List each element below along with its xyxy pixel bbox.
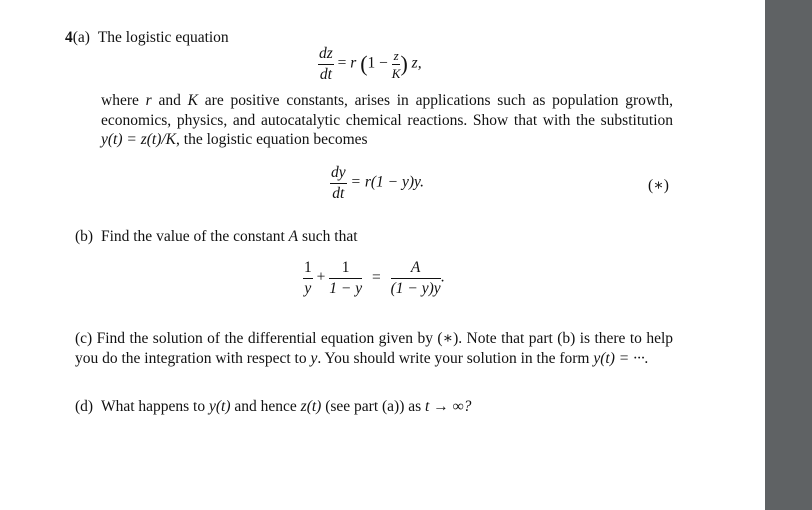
equation-tag: (∗) bbox=[648, 177, 669, 194]
part-b-label: (b) bbox=[75, 228, 94, 245]
viewer-side-panel bbox=[765, 0, 812, 510]
part-b-question: Find the value of the constant bbox=[100, 228, 285, 245]
one-over-y bbox=[303, 260, 313, 296]
const-a: A bbox=[288, 228, 299, 245]
part-d-limit: t → ∞? bbox=[425, 398, 472, 415]
part-d-text1: What happens to bbox=[100, 398, 206, 415]
k-denominator: K bbox=[391, 65, 401, 81]
part-c-label: (c) bbox=[75, 330, 93, 347]
dt2-denominator: dt bbox=[332, 184, 345, 202]
equals-sign-b: = bbox=[371, 268, 381, 286]
part-c-text1: Find the solution of the differential equation given by (∗). Note that part (b) is there to help you do the integration with respect to bbox=[75, 330, 674, 367]
eq2-rhs: = r(1 − y)y. bbox=[350, 173, 424, 191]
plus-sign: + bbox=[316, 268, 326, 286]
f2-num: 1 bbox=[329, 260, 362, 279]
part-c-paragraph bbox=[75, 329, 673, 368]
problem-number: 4 bbox=[65, 29, 73, 46]
part-d-text2: and hence bbox=[234, 398, 297, 415]
f1-den: y bbox=[304, 279, 312, 297]
part-a-intro: The logistic equation bbox=[97, 29, 229, 46]
part-a-label: (a) bbox=[72, 29, 90, 46]
part-d-yt: y(t) bbox=[209, 398, 231, 415]
part-c-y: y bbox=[310, 349, 318, 367]
dy-dt-fraction bbox=[330, 165, 347, 201]
dy-numerator: dy bbox=[330, 165, 347, 184]
right-paren: ) bbox=[400, 51, 408, 76]
part-b-text bbox=[75, 227, 358, 246]
part-d-text bbox=[75, 397, 471, 416]
one-minus: 1 − bbox=[367, 54, 388, 72]
part-c-form: y(t) = ···. bbox=[593, 349, 649, 367]
equation-star bbox=[330, 165, 424, 201]
part-d-zt: z(t) bbox=[300, 398, 322, 415]
part-d-label: (d) bbox=[75, 398, 94, 415]
text-r: r bbox=[145, 92, 152, 109]
left-paren: ( bbox=[360, 51, 368, 76]
text-becomes: , the logistic equation becomes bbox=[176, 131, 368, 148]
eq-tail: z, bbox=[411, 54, 422, 72]
text-and: and bbox=[158, 92, 181, 109]
equals-sign: = bbox=[337, 54, 347, 72]
part-a-heading bbox=[65, 28, 229, 47]
partial-fraction-equation bbox=[303, 260, 445, 296]
one-over-one-minus-y bbox=[329, 260, 362, 296]
part-d-text3: (see part (a)) as bbox=[325, 398, 422, 415]
text-k: K bbox=[187, 92, 198, 109]
text-applications: are positive constants, arises in applications such as population growth, economics, physics, and autocatalytic chemical reactions. Show that with the substitution bbox=[101, 92, 674, 129]
part-c-text2: . You should write your solution in the form bbox=[317, 349, 590, 367]
f1-num: 1 bbox=[303, 260, 313, 279]
z-numerator: z bbox=[393, 47, 399, 63]
dt-denominator: dt bbox=[319, 65, 332, 83]
logistic-equation bbox=[318, 46, 422, 82]
f3-num: A bbox=[391, 260, 441, 279]
substitution-expr: y(t) = z(t)/K bbox=[101, 131, 177, 148]
f3-den: (1 − y)y bbox=[390, 279, 441, 297]
period-b: . bbox=[440, 268, 445, 286]
dz-dt-fraction bbox=[318, 46, 334, 82]
f2-den: 1 − y bbox=[329, 279, 363, 297]
text-where: where bbox=[101, 92, 139, 109]
dz-numerator: dz bbox=[318, 46, 334, 65]
eq-r: r bbox=[350, 54, 357, 72]
part-b-such-that: such that bbox=[301, 228, 358, 245]
a-over-product bbox=[391, 260, 441, 296]
part-a-paragraph bbox=[101, 91, 673, 150]
